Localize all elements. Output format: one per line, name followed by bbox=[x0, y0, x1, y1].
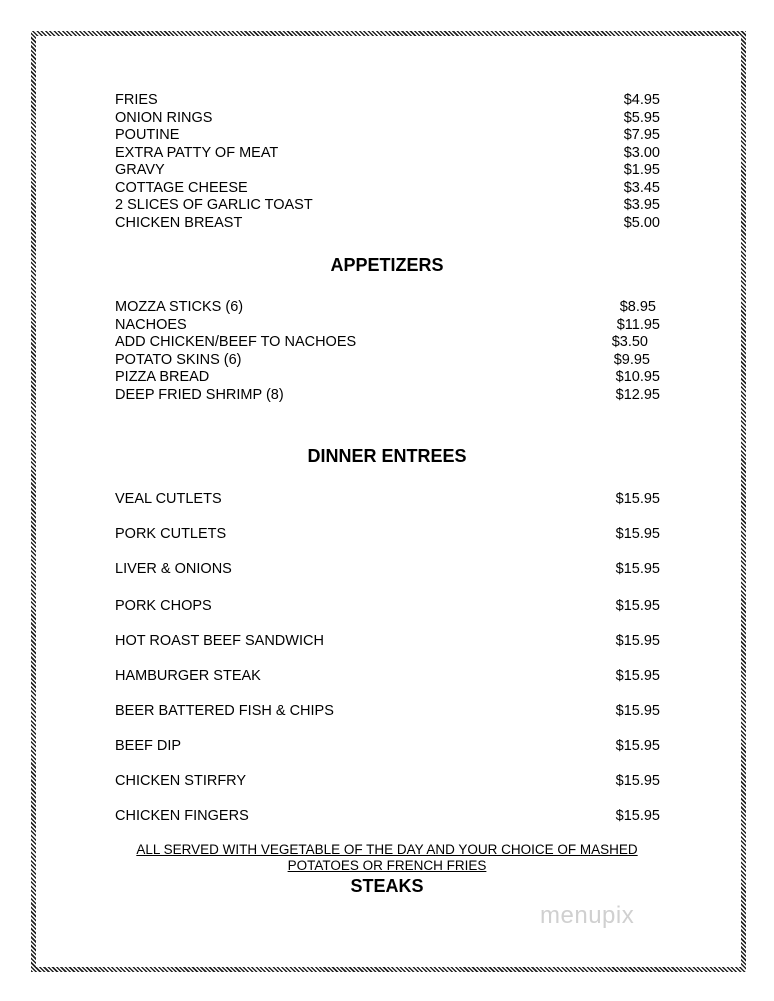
item-price: $15.95 bbox=[615, 561, 660, 577]
menu-item bbox=[115, 215, 660, 232]
item-price: $3.95 bbox=[623, 197, 660, 213]
item-price: $15.95 bbox=[615, 598, 660, 614]
item-name: COTTAGE CHEESE bbox=[115, 179, 248, 196]
item-price: $7.95 bbox=[623, 127, 660, 143]
entrees-note-line-2: POTATOES OR FRENCH FRIES bbox=[287, 858, 487, 873]
dinner-entrees-heading: DINNER ENTREES bbox=[307, 446, 467, 466]
menu-item bbox=[115, 352, 660, 369]
item-name: ADD CHICKEN/BEEF TO NACHOES bbox=[115, 334, 357, 350]
item-name: EXTRA PATTY OF MEAT bbox=[115, 144, 279, 161]
item-name: NACHOES bbox=[115, 316, 187, 333]
menu-item bbox=[115, 703, 660, 720]
item-price: $10.95 bbox=[615, 369, 660, 385]
item-name: 2 SLICES OF GARLIC TOAST bbox=[115, 197, 313, 213]
item-name: MOZZA STICKS (6) bbox=[115, 299, 244, 315]
item-name: FRIES bbox=[115, 92, 158, 108]
menu-item bbox=[115, 110, 660, 127]
item-name: CHICKEN BREAST bbox=[115, 214, 243, 231]
menu-item bbox=[115, 598, 660, 615]
item-price: $3.45 bbox=[623, 179, 660, 196]
item-price: $15.95 bbox=[615, 773, 660, 789]
item-price: $15.95 bbox=[615, 703, 660, 719]
item-name: POTATO SKINS (6) bbox=[115, 351, 242, 368]
item-price: $15.95 bbox=[615, 738, 660, 754]
menu-item bbox=[115, 197, 660, 214]
item-price: $4.95 bbox=[623, 92, 660, 108]
item-price: $5.95 bbox=[623, 109, 660, 126]
menu-item bbox=[115, 773, 660, 790]
item-price: $11.95 bbox=[616, 316, 660, 333]
item-name: LIVER & ONIONS bbox=[115, 561, 232, 577]
item-name: CHICKEN FINGERS bbox=[115, 808, 249, 824]
item-price: $1.95 bbox=[623, 162, 660, 178]
item-name: DEEP FRIED SHRIMP (8) bbox=[115, 386, 284, 403]
watermark-logo: menupix bbox=[540, 902, 635, 929]
item-name: PORK CUTLETS bbox=[115, 526, 227, 542]
menu-item bbox=[115, 561, 660, 578]
item-price: $15.95 bbox=[615, 491, 660, 507]
item-price: $12.95 bbox=[615, 386, 660, 403]
menu-item bbox=[115, 299, 660, 316]
appetizers-heading: APPETIZERS bbox=[330, 255, 444, 275]
item-name: BEEF DIP bbox=[115, 738, 182, 754]
entrees-note-line-1: ALL SERVED WITH VEGETABLE OF THE DAY AND YOUR CHOICE OF MASHED bbox=[136, 842, 638, 857]
item-price: $15.95 bbox=[615, 526, 660, 542]
item-price: $5.00 bbox=[623, 214, 660, 231]
menu-item bbox=[115, 526, 660, 543]
item-price: $8.95 bbox=[619, 299, 656, 315]
item-name: HOT ROAST BEEF SANDWICH bbox=[115, 633, 324, 649]
item-name: CHICKEN STIRFRY bbox=[115, 773, 247, 789]
item-name: ONION RINGS bbox=[115, 109, 213, 126]
item-price: $15.95 bbox=[615, 668, 660, 684]
item-price: $9.95 bbox=[613, 351, 650, 368]
menu-item bbox=[115, 334, 660, 351]
item-price: $3.00 bbox=[623, 144, 660, 161]
item-name: VEAL CUTLETS bbox=[115, 491, 222, 507]
menu-item bbox=[115, 127, 660, 144]
item-price: $3.50 bbox=[611, 334, 648, 350]
menu-item bbox=[115, 145, 660, 162]
menu-item bbox=[115, 317, 660, 334]
menu-item bbox=[115, 668, 660, 685]
steaks-heading: STEAKS bbox=[350, 876, 424, 896]
menu-item bbox=[115, 738, 660, 755]
menu-item bbox=[115, 387, 660, 404]
menu-item bbox=[115, 808, 660, 825]
menu-item bbox=[115, 162, 660, 179]
item-name: PIZZA BREAD bbox=[115, 369, 210, 385]
item-name: BEER BATTERED FISH & CHIPS bbox=[115, 703, 334, 719]
menu-item bbox=[115, 369, 660, 386]
item-price: $15.95 bbox=[615, 808, 660, 824]
menu-item bbox=[115, 92, 660, 109]
menu-item bbox=[115, 633, 660, 650]
item-name: POUTINE bbox=[115, 127, 180, 143]
item-name: GRAVY bbox=[115, 162, 165, 178]
menu-item bbox=[115, 180, 660, 197]
item-name: HAMBURGER STEAK bbox=[115, 668, 261, 684]
item-price: $15.95 bbox=[615, 633, 660, 649]
item-name: PORK CHOPS bbox=[115, 598, 212, 614]
menu-item bbox=[115, 491, 660, 508]
